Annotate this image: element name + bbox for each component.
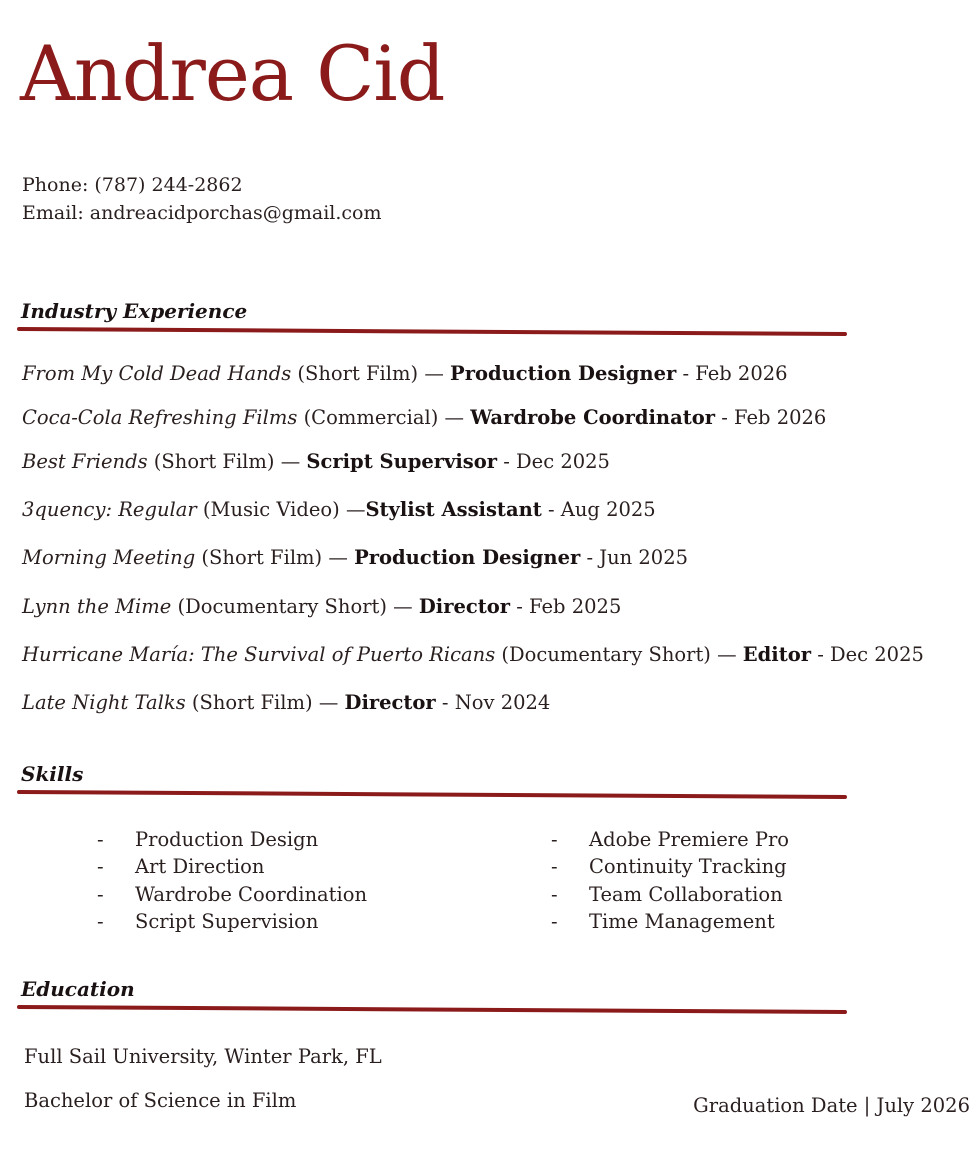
experience-item [22,362,788,385]
skill-item: - Team Collaboration [551,881,789,908]
experience-item [22,691,550,714]
project-role: Director [418,595,511,618]
project-role: Production Designer [354,546,581,569]
project-role: Editor [742,643,811,666]
section-divider-skills [16,786,848,808]
project-date: - Feb 2026 [715,406,827,429]
project-title: Hurricane María: The Survival of Puerto Ricans [22,643,496,666]
project-role: Wardrobe Coordinator [470,406,716,429]
education-degree: Bachelor of Science in Film [24,1089,297,1112]
skill-item: - Art Direction [97,853,367,880]
bullet-dash: - [551,882,558,906]
bullet-dash: - [97,882,104,906]
project-type: (Documentary Short) — [495,643,743,666]
project-role: Stylist Assistant [365,498,542,521]
project-title: 3quency: Regular [22,498,197,521]
bullet-dash: - [97,855,104,879]
bullet-dash: - [551,909,558,933]
project-date: - Jun 2025 [580,546,689,569]
skills-list-left [97,826,367,935]
experience-item [22,595,621,618]
project-title: Coca-Cola Refreshing Films [22,406,298,429]
bullet-dash: - [551,855,558,879]
skill-item: - Adobe Premiere Pro [551,826,789,853]
email-line: Email: andreacidporchas@gmail.com [22,202,382,224]
project-date: - Feb 2025 [510,595,622,618]
bullet-dash: - [97,828,104,851]
project-role: Production Designer [450,362,677,385]
project-title: From My Cold Dead Hands [22,362,292,385]
section-title-experience: Industry Experience [21,299,248,323]
project-type: (Short Film) — [147,450,307,473]
project-title: Late Night Talks [22,691,186,714]
experience-item [22,643,924,666]
project-type: (Music Video) — [196,498,366,521]
resume-name: Andrea Cid [20,29,445,118]
section-divider-education [16,1001,848,1023]
contact-block [22,171,382,227]
project-title: Lynn the Mime [22,595,172,618]
project-title: Best Friends [22,450,148,473]
project-type: (Commercial) — [297,406,471,429]
skill-item: - Continuity Tracking [551,853,789,880]
experience-item [22,406,826,429]
bullet-dash: - [97,909,104,933]
project-date: - Nov 2024 [435,691,551,714]
project-date: - Aug 2025 [541,498,656,521]
project-type: (Short Film) — [195,546,355,569]
project-date: - Dec 2025 [811,643,924,666]
experience-item [22,450,610,473]
phone-line: Phone: (787) 244-2862 [22,174,243,196]
project-role: Director [344,691,436,714]
skill-item: - Wardrobe Coordination [97,881,367,908]
project-date: - Dec 2025 [497,450,610,473]
skill-item: - Script Supervision [97,908,367,935]
skill-item: - Time Management [551,908,789,935]
skills-list-right [551,826,789,935]
project-type: (Short Film) — [291,362,451,385]
section-title-skills: Skills [21,762,84,786]
project-type: (Short Film) — [185,691,345,714]
section-title-education: Education [21,977,135,1001]
project-date: - Feb 2026 [676,362,788,385]
project-role: Script Supervisor [306,450,498,473]
graduation-date: Graduation Date | July 2026 [693,1094,970,1117]
experience-item [22,498,656,521]
education-school: Full Sail University, Winter Park, FL [24,1045,382,1068]
experience-item [22,546,688,569]
project-title: Morning Meeting [22,546,196,569]
bullet-dash: - [551,828,558,851]
skill-item: - Production Design [97,826,367,853]
project-type: (Documentary Short) — [171,595,419,618]
section-divider-experience [16,323,848,345]
